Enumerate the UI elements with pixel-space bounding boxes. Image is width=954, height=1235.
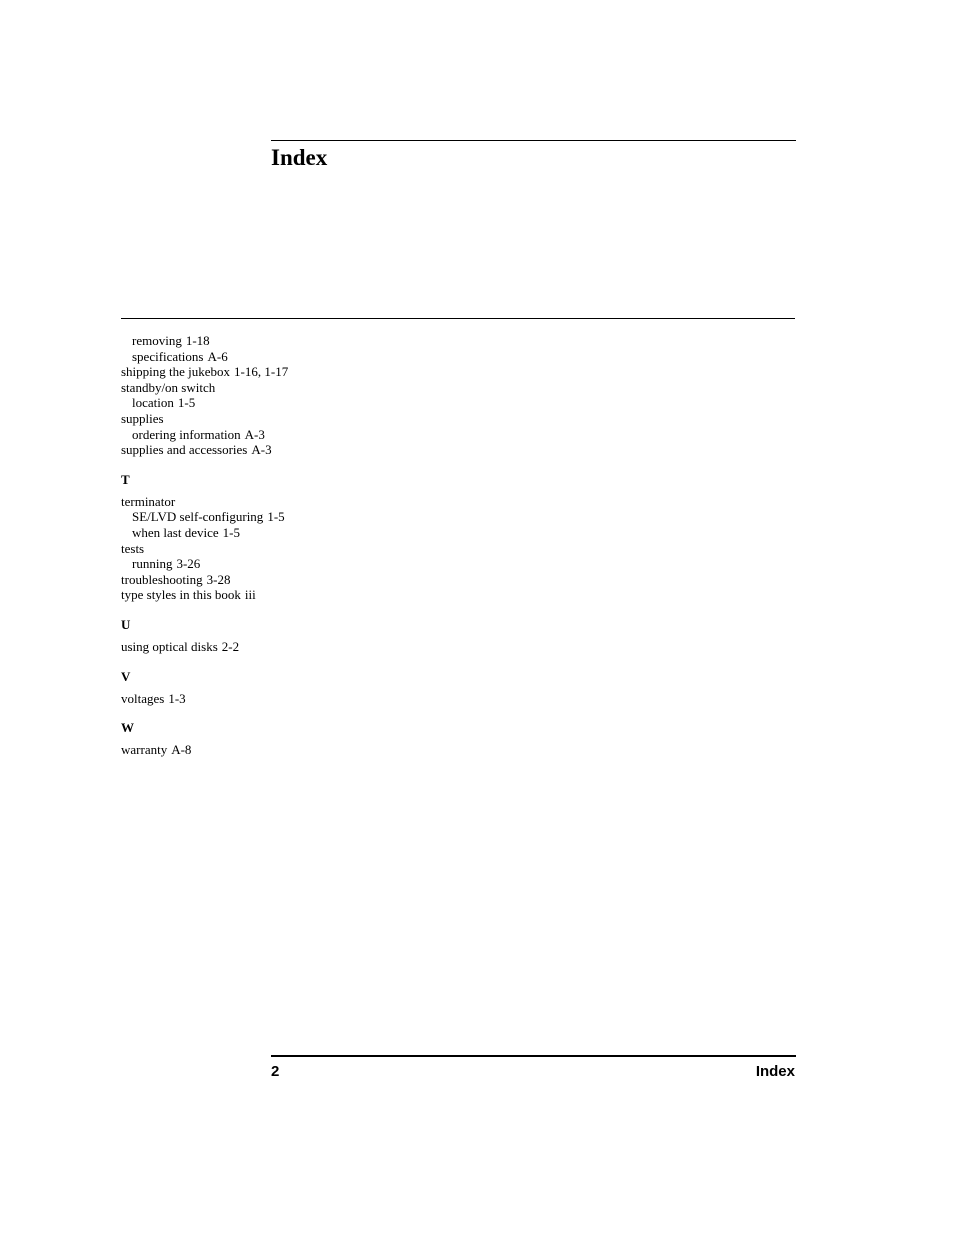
index-entry [121, 333, 541, 349]
index-page-ref: A-6 [207, 348, 228, 364]
index-entry [121, 349, 541, 365]
index-letter-heading: V [121, 668, 131, 684]
index-term: troubleshooting [121, 571, 203, 587]
index-term: terminator [121, 493, 176, 509]
index-page-ref: 3-26 [176, 556, 201, 572]
index-entry [121, 742, 541, 758]
page-title: Index [271, 145, 328, 170]
header-rule [271, 140, 796, 141]
index-term: voltages [121, 690, 165, 706]
index-page-ref: 3-28 [206, 571, 231, 587]
index-entry [121, 395, 541, 411]
index-page-ref: 1-3 [168, 690, 186, 706]
index-entry [121, 494, 541, 510]
index-page-ref: 1-18 [185, 333, 210, 348]
index-term: supplies [121, 410, 164, 426]
index-entry [121, 525, 541, 541]
index-term: removing [132, 333, 182, 348]
index-entry [121, 587, 541, 603]
index-term: tests [121, 540, 145, 556]
footer-rule [271, 1055, 796, 1057]
index-entry [121, 411, 541, 427]
index-entry [121, 691, 541, 707]
index-term: SE/LVD self-configuring [132, 509, 264, 525]
index-entry [121, 541, 541, 557]
section-rule [121, 318, 795, 319]
index-entry [121, 509, 541, 525]
index-entry [121, 380, 541, 396]
index-term: supplies and accessories [121, 442, 248, 458]
index-entry [121, 364, 541, 380]
index-term: standby/on switch [121, 379, 216, 395]
index-term: running [132, 556, 173, 572]
index-entry [121, 639, 541, 655]
footer-section-title: Index [755, 1063, 795, 1080]
index-term: specifications [132, 348, 204, 364]
index-term: warranty [121, 742, 168, 758]
index-term: type styles in this book [121, 587, 241, 603]
index-entry [121, 572, 541, 588]
index-term: when last device [132, 524, 219, 540]
footer-page-number: 2 [271, 1063, 280, 1080]
index-term: using optical disks [121, 638, 218, 654]
index-entry [121, 427, 541, 443]
index-column [121, 333, 541, 758]
index-page-ref: iii [244, 587, 256, 603]
index-page-ref: A-8 [171, 742, 192, 758]
index-letter-heading: T [121, 471, 130, 487]
index-page-ref: 2-2 [221, 638, 240, 654]
index-page-ref: 1-5 [177, 395, 196, 411]
index-entry [121, 556, 541, 572]
index-term: ordering information [132, 426, 241, 442]
index-page-ref: 1-5 [267, 509, 285, 525]
index-letter-heading: U [121, 616, 131, 632]
index-entry [121, 442, 541, 458]
index-page-ref: A-3 [251, 442, 272, 458]
index-letter-heading: W [121, 720, 134, 736]
index-page-ref: 1-16, 1-17 [234, 364, 289, 380]
index-page-ref: 1-5 [222, 524, 240, 540]
index-page-ref: A-3 [244, 426, 265, 442]
index-term: shipping the jukebox [121, 364, 231, 380]
index-term: location [132, 395, 174, 411]
